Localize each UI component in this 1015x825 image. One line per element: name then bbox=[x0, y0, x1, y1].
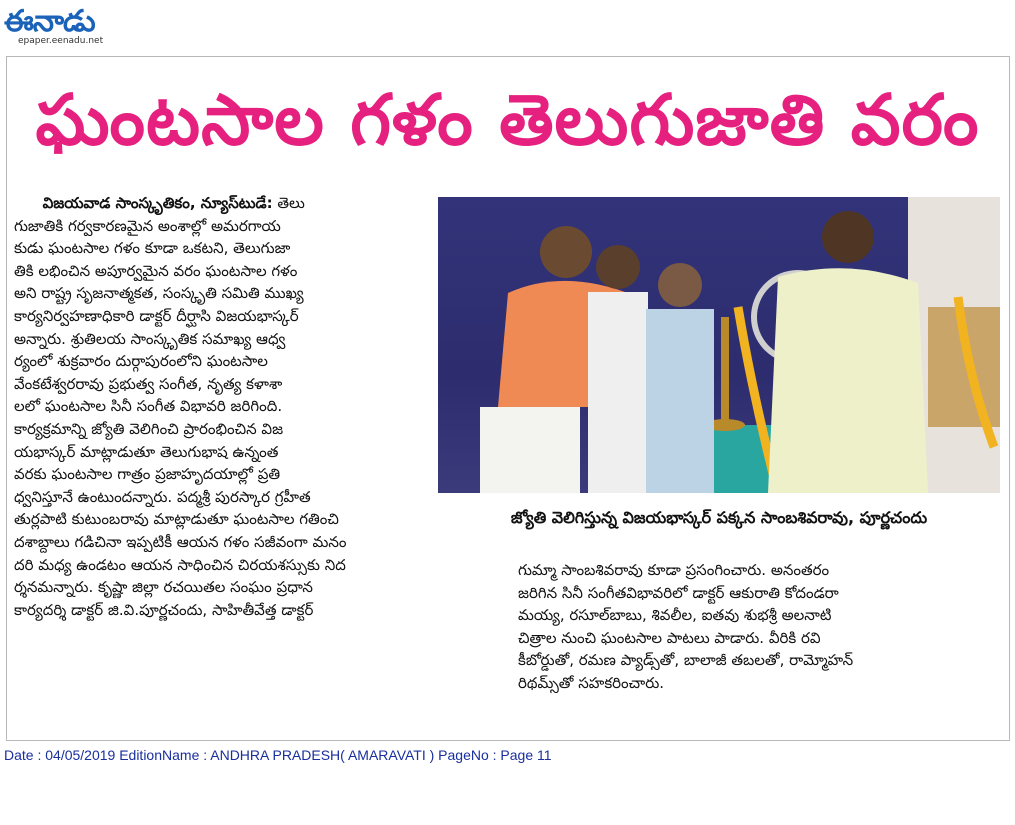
article-line: యభాస్కర్ మాట్లాడుతూ తెలుగుభాష ఉన్నంత bbox=[14, 442, 279, 461]
person-three-shirt bbox=[646, 309, 714, 493]
article-line: రిథమ్స్‌తో సహకరించారు. bbox=[518, 673, 665, 692]
article-body-column-2 bbox=[518, 559, 988, 695]
photo-caption: జ్యోతి వెలిగిస్తున్న విజయభాస్కర్ పక్కన సాంబశివరావు, పూర్ణచందు bbox=[510, 507, 928, 527]
event-photo bbox=[438, 197, 1000, 493]
article-line: మయ్య, రసూల్‌బాబు, శివలీల, ఐతవు శుభశ్రీ అలనాటి bbox=[518, 606, 832, 625]
article-line: కార్యనిర్వహణాధికారి డాక్టర్ దీర్ఘాసి విజయభాస్కర్ bbox=[14, 306, 299, 325]
article-line: అన్నారు. శ్రుతిలయ సాంస్కృతిక సమాఖ్య ఆధ్వ bbox=[14, 329, 286, 348]
article-line: కుడు ఘంటసాల గళం కూడా ఒకటని, తెలుగుజా bbox=[14, 239, 291, 258]
masthead bbox=[4, 4, 103, 46]
article-line: అని రాష్ట్ర సృజనాత్మకత, సంస్కృతి సమితి ముఖ్య bbox=[14, 284, 304, 303]
person-right-head bbox=[822, 211, 874, 263]
headline: ఘంటసాల గళం తెలుగుజాతి వరం bbox=[35, 79, 980, 161]
person-three-head bbox=[658, 263, 702, 307]
event-photo-illustration bbox=[438, 197, 1000, 493]
article-line: వరకు ఘంటసాల గాత్రం ప్రజాహృదయాల్లో ప్రతి bbox=[14, 465, 281, 484]
article-line-text: తెలు bbox=[272, 194, 305, 212]
article-line: లలో ఘంటసాల సినీ సంగీత విభావరి జరిగింది. bbox=[14, 397, 283, 416]
person-vijayabhaskar-head bbox=[540, 226, 592, 278]
article-line: వేంకటేశ్వరరావు ప్రభుత్వ సంగీత, నృత్య కళాశా bbox=[14, 374, 283, 393]
person-two-body bbox=[588, 292, 648, 493]
article-line: చిత్రాల నుంచి ఘంటసాల పాటలు పాడారు. వీరికి రవి bbox=[518, 628, 821, 647]
article-line: ధ్వనిస్తూనే ఉంటుందన్నారు. పద్మశ్రీ పురస్కార గ్రహీత bbox=[14, 487, 311, 506]
article-line: ర్యంలో శుక్రవారం దుర్గాపురంలోని ఘంటసాల bbox=[14, 352, 268, 371]
article-line: గుజాతికి గర్వకారణమైన అంశాల్లో అమరగాయ bbox=[14, 216, 281, 235]
person-right-shirt bbox=[768, 268, 928, 493]
dateline: విజయవాడ సాంస్కృతికం, న్యూస్‌టుడే: bbox=[42, 194, 273, 212]
article-line: ర్శనమన్నారు. కృష్ణా జిల్లా రచయితల సంఘం ప్రధాన bbox=[14, 578, 313, 597]
article-line: జరిగిన సినీ సంగీతవిభావరిలో డాక్టర్ ఆకురాతి కోదండరా bbox=[518, 583, 839, 602]
article-line: దరి మధ్య ఉండటం ఆయన సాధించిన చిరయశస్సుకు నిద bbox=[14, 555, 346, 574]
person-two-head bbox=[596, 245, 640, 289]
photo-caption-box bbox=[438, 493, 1000, 545]
article-line: తుర్లపాటి కుటుంబరావు మాట్లాడుతూ ఘంటసాల గతించి bbox=[14, 510, 339, 529]
epaper-url: epaper.eenadu.net bbox=[18, 36, 104, 46]
article-line: గుమ్మా సాంబశివరావు కూడా ప్రసంగించారు. అనంతరం bbox=[518, 561, 830, 579]
article-line: దశాబ్దాలు గడిచినా ఇప్పటికీ ఆయన గళం సజీవంగా మనం bbox=[14, 532, 347, 551]
lamp-stand bbox=[721, 317, 729, 427]
article-line: తికి లభించిన అపూర్వమైన వరం ఘంటసాల గళం bbox=[14, 261, 298, 280]
article-line: కీబోర్డుతో, రమణ ప్యాడ్స్‌తో, బాలాజీ తబలతో, రామ్మోహన్ bbox=[518, 651, 854, 670]
article-line bbox=[14, 192, 432, 215]
article-line: కార్యక్రమాన్ని జ్యోతి వెలిగించి ప్రారంభించిన విజ bbox=[14, 419, 284, 438]
article-line: కార్యదర్శి డాక్టర్ జి.వి.పూర్ణచందు, సాహితీవేత్త డాక్టర్ bbox=[14, 600, 314, 619]
edition-footer: Date : 04/05/2019 EditionName : ANDHRA PRADESH( AMARAVATI ) PageNo : Page 11 bbox=[4, 747, 552, 763]
article-body-column-1 bbox=[14, 192, 432, 621]
eenadu-logo: ఈనాడు bbox=[4, 4, 95, 39]
person-vijayabhaskar-trousers bbox=[480, 407, 580, 493]
